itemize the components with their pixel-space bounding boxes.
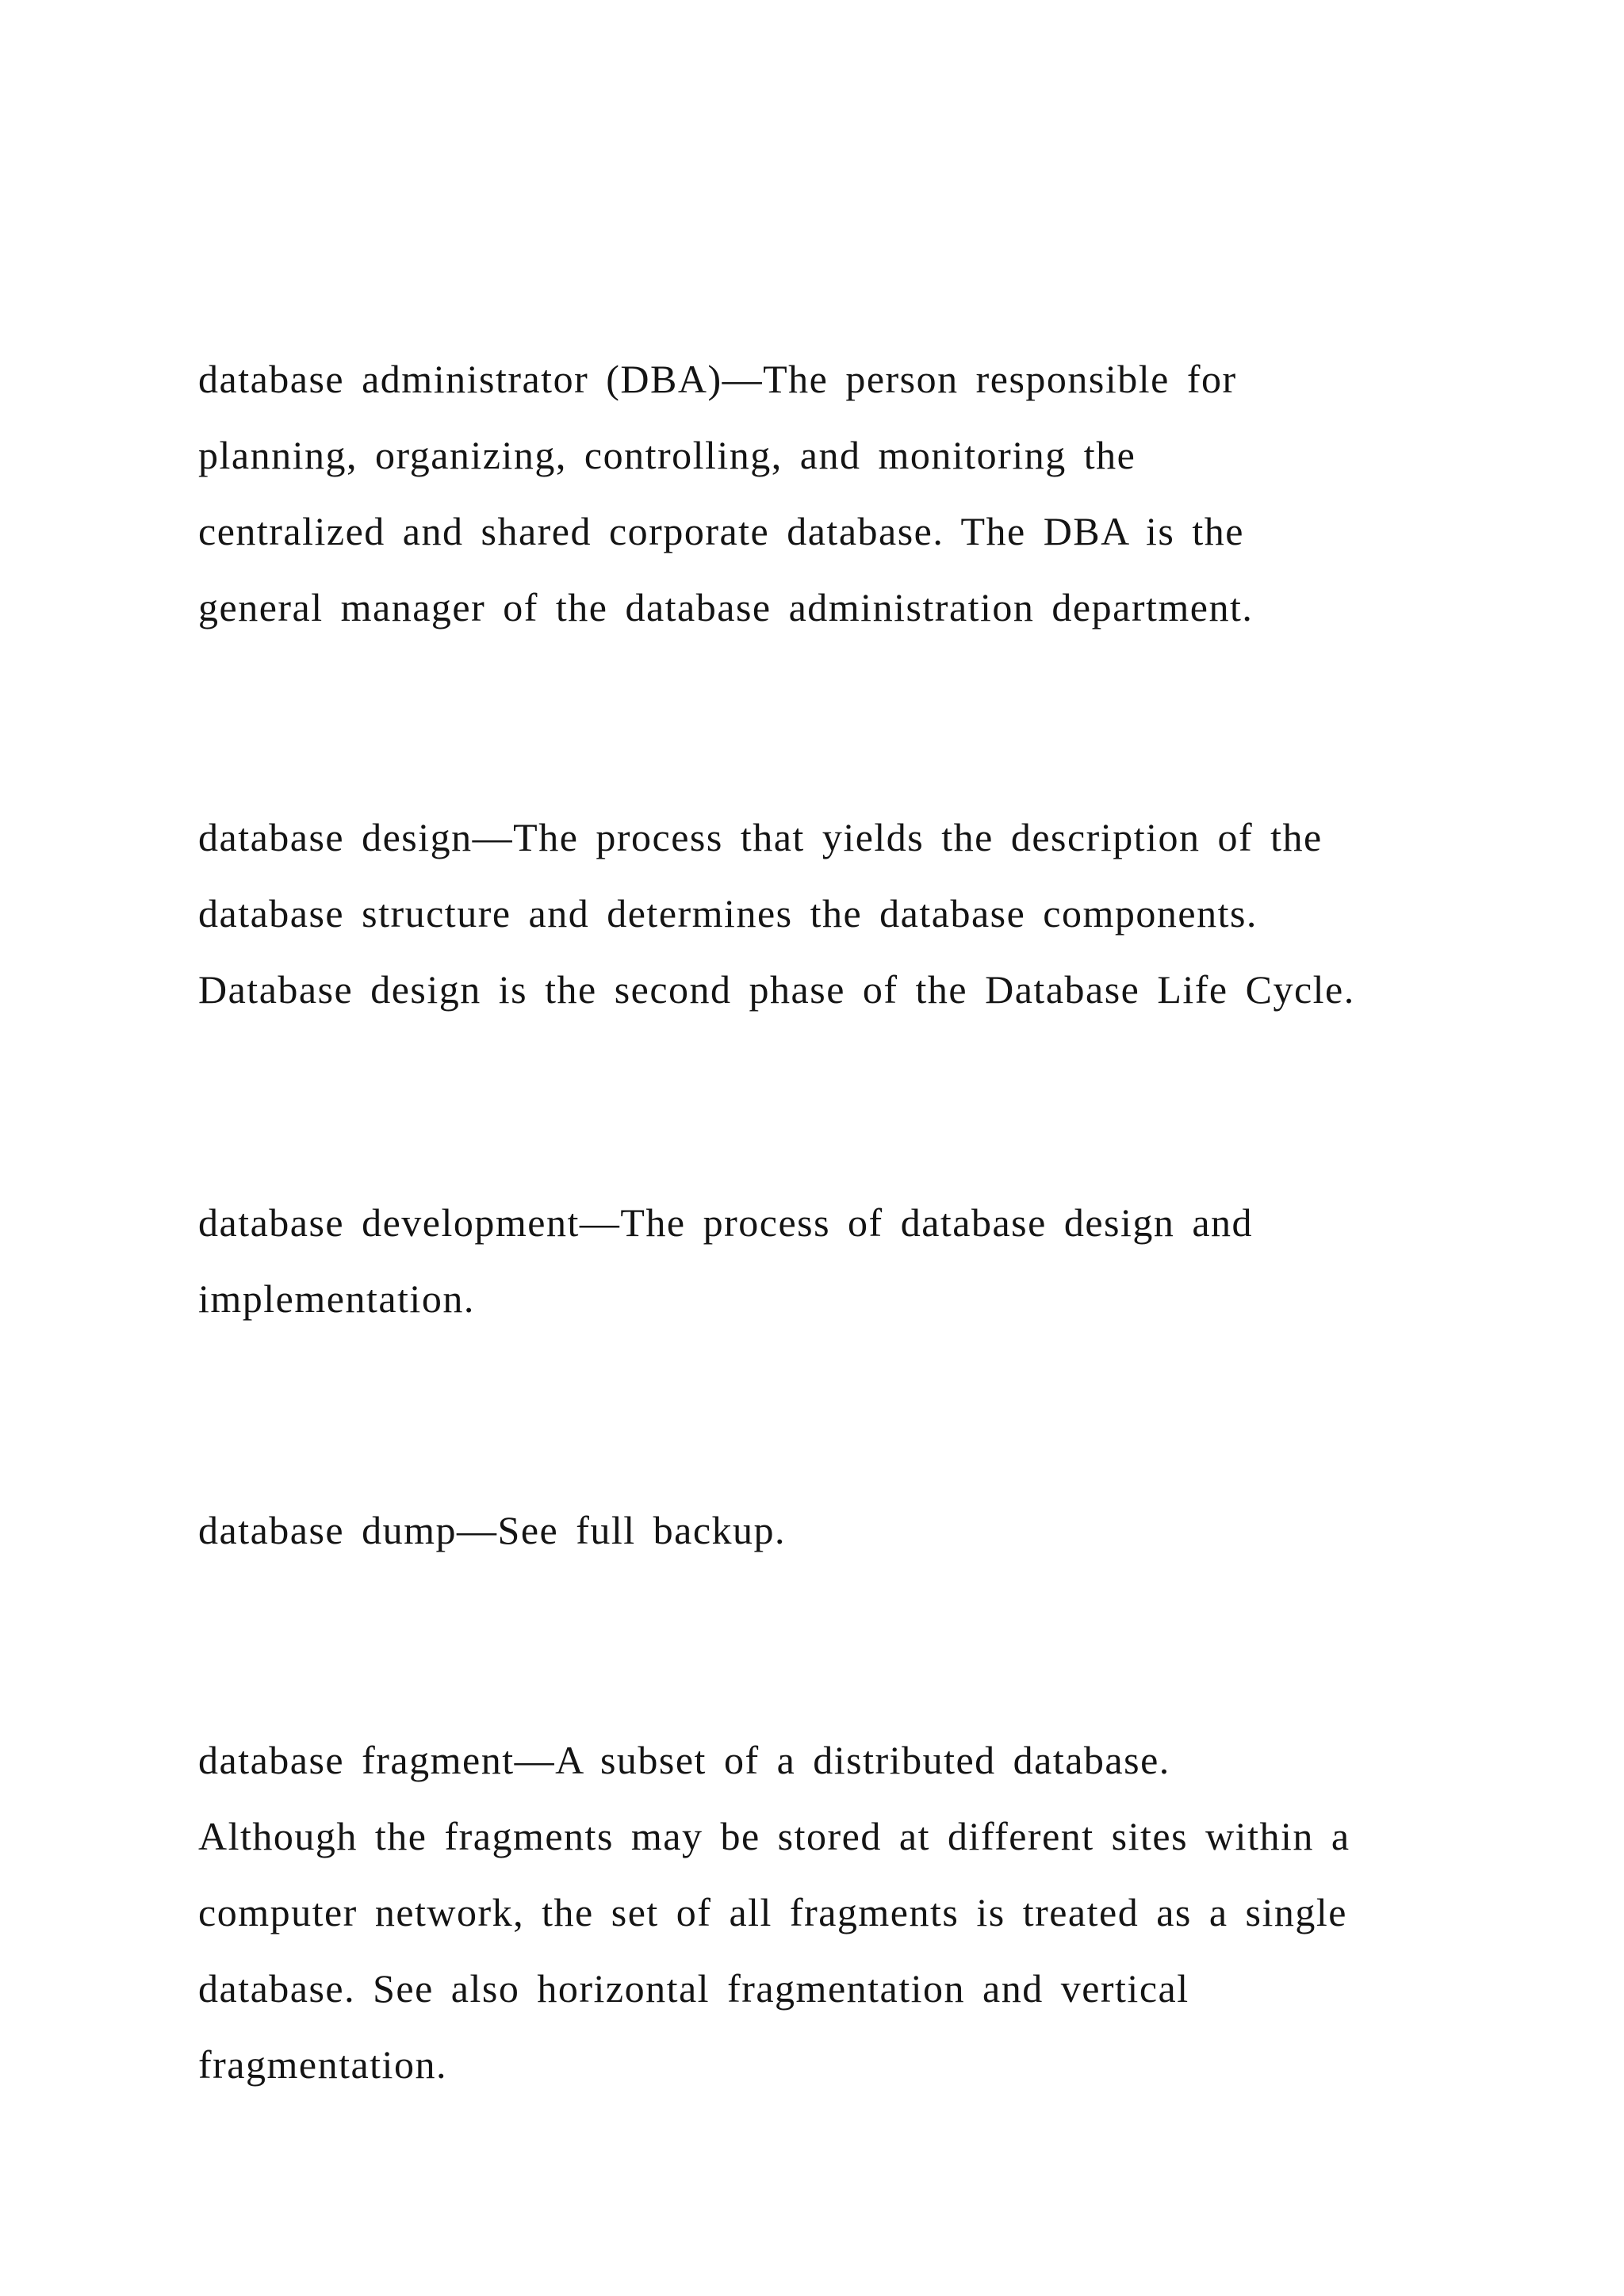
entry-line: database structure and determines the database components. xyxy=(198,891,1258,936)
entry-line: fragmentation. xyxy=(198,2042,447,2087)
entry-line: planning, organizing, controlling, and monitoring the xyxy=(198,433,1136,477)
entry-line: database fragment—A subset of a distributed database. xyxy=(198,1738,1170,1782)
entry-line: database. See also horizontal fragmentation and vertical xyxy=(198,1966,1189,2011)
entry-line: computer network, the set of all fragments is treated as a single xyxy=(198,1890,1347,1934)
entry-line: database dump—See full backup. xyxy=(198,1508,787,1552)
entry-line: database development—The process of database design and xyxy=(198,1200,1254,1245)
entry-line: database design—The process that yields the description of the xyxy=(198,815,1323,859)
entry-line: Database design is the second phase of the Database Life Cycle. xyxy=(198,967,1355,1012)
entry-line: implementation. xyxy=(198,1276,475,1321)
entry-line: database administrator (DBA)—The person responsible for xyxy=(198,357,1237,401)
entry-line: Although the fragments may be stored at different sites within a xyxy=(198,1814,1350,1858)
entry-line: general manager of the database administration department. xyxy=(198,585,1254,629)
entry-line: centralized and shared corporate database. The DBA is the xyxy=(198,509,1244,553)
